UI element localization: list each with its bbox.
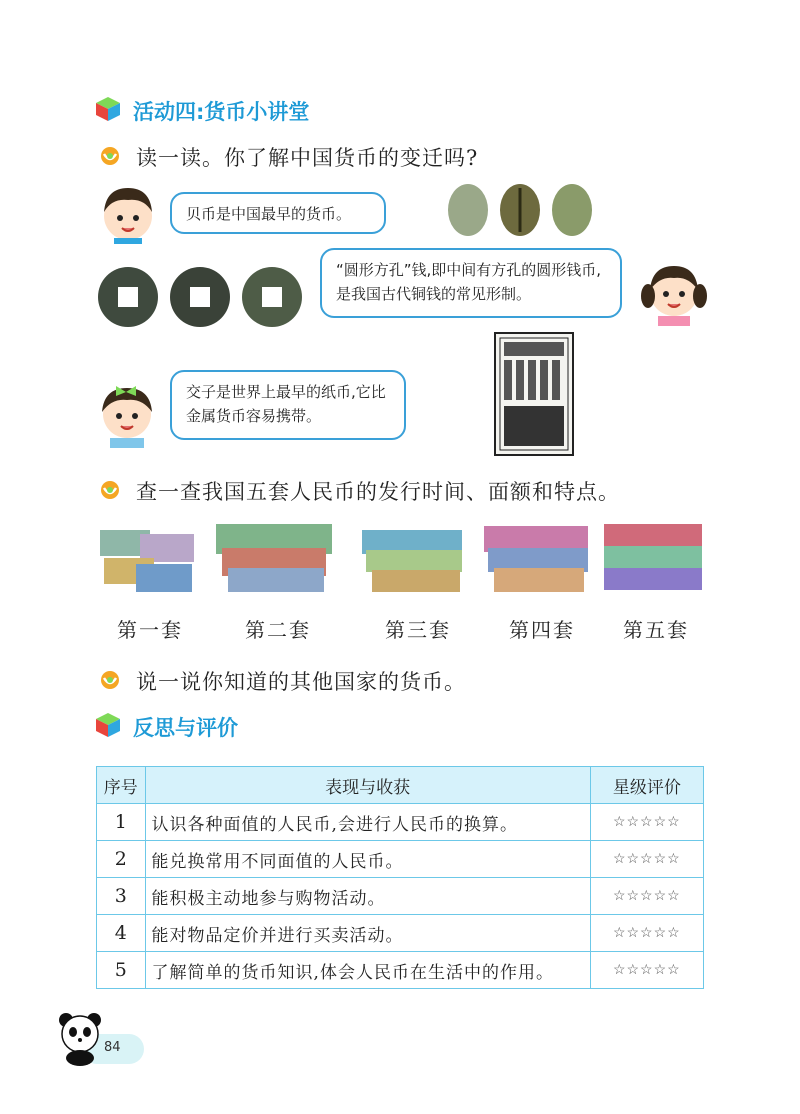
row-no: 3 [97, 878, 146, 915]
reflection-table [96, 766, 704, 989]
bullet-icon [100, 670, 120, 690]
bubble-coin: “圆形方孔”钱,即中间有方孔的圆形钱币,是我国古代铜钱的常见形制。 [320, 248, 622, 318]
talk-prompt: 说一说你知道的其他国家的货币。 [136, 670, 466, 694]
row-text: 了解简单的货币知识,体会人民币在生活中的作用。 [145, 952, 590, 989]
bullet-icon [100, 146, 120, 166]
set4-image [484, 526, 588, 592]
cube-icon [95, 712, 121, 738]
read-prompt: 读一读。你了解中国货币的变迁吗? [136, 146, 479, 170]
set-label-3: 第三套 [385, 618, 451, 642]
star-rating[interactable]: ☆☆☆☆☆ [590, 841, 703, 878]
set-label-2: 第二套 [245, 618, 311, 642]
table-row [97, 915, 704, 952]
star-rating[interactable]: ☆☆☆☆☆ [590, 915, 703, 952]
set1-image [100, 530, 194, 592]
table-header-row [97, 767, 704, 804]
table-row [97, 952, 704, 989]
row-no: 2 [97, 841, 146, 878]
table-row [97, 841, 704, 878]
check-prompt: 查一查我国五套人民币的发行时间、面额和特点。 [136, 480, 620, 504]
boy-avatar [98, 182, 158, 244]
star-rating[interactable]: ☆☆☆☆☆ [590, 804, 703, 841]
girl-bow-avatar [94, 378, 160, 448]
rmb-sets-images [96, 520, 704, 596]
set-label-1: 第一套 [117, 618, 183, 642]
row-no: 4 [97, 915, 146, 952]
activity-title: 活动四:货币小讲堂 [133, 100, 310, 124]
set5-image [604, 524, 702, 590]
set3-image [362, 530, 462, 592]
row-no: 5 [97, 952, 146, 989]
table-row [97, 878, 704, 915]
row-text: 能对物品定价并进行买卖活动。 [145, 915, 590, 952]
page-number: 84 [104, 1040, 121, 1055]
page-footer [56, 1012, 146, 1066]
header-no: 序号 [97, 767, 146, 804]
header-performance: 表现与收获 [145, 767, 590, 804]
star-rating[interactable]: ☆☆☆☆☆ [590, 878, 703, 915]
square-hole-coins-image [96, 264, 306, 330]
bullet-icon [100, 480, 120, 500]
cube-icon [95, 96, 121, 122]
set2-image [216, 524, 332, 592]
table-row [97, 804, 704, 841]
row-text: 能兑换常用不同面值的人民币。 [145, 841, 590, 878]
shell-coins-image [440, 182, 600, 238]
row-text: 能积极主动地参与购物活动。 [145, 878, 590, 915]
set-label-4: 第四套 [509, 618, 575, 642]
bubble-shell: 贝币是中国最早的货币。 [170, 192, 386, 234]
row-text: 认识各种面值的人民币,会进行人民币的换算。 [145, 804, 590, 841]
girl-avatar [640, 256, 708, 326]
jiaozi-note-image [494, 332, 574, 456]
star-rating[interactable]: ☆☆☆☆☆ [590, 952, 703, 989]
reflection-title: 反思与评价 [133, 716, 238, 740]
bubble-jiaozi: 交子是世界上最早的纸币,它比金属货币容易携带。 [170, 370, 406, 440]
row-no: 1 [97, 804, 146, 841]
set-label-5: 第五套 [623, 618, 689, 642]
panda-icon [56, 1012, 108, 1066]
header-rating: 星级评价 [590, 767, 703, 804]
